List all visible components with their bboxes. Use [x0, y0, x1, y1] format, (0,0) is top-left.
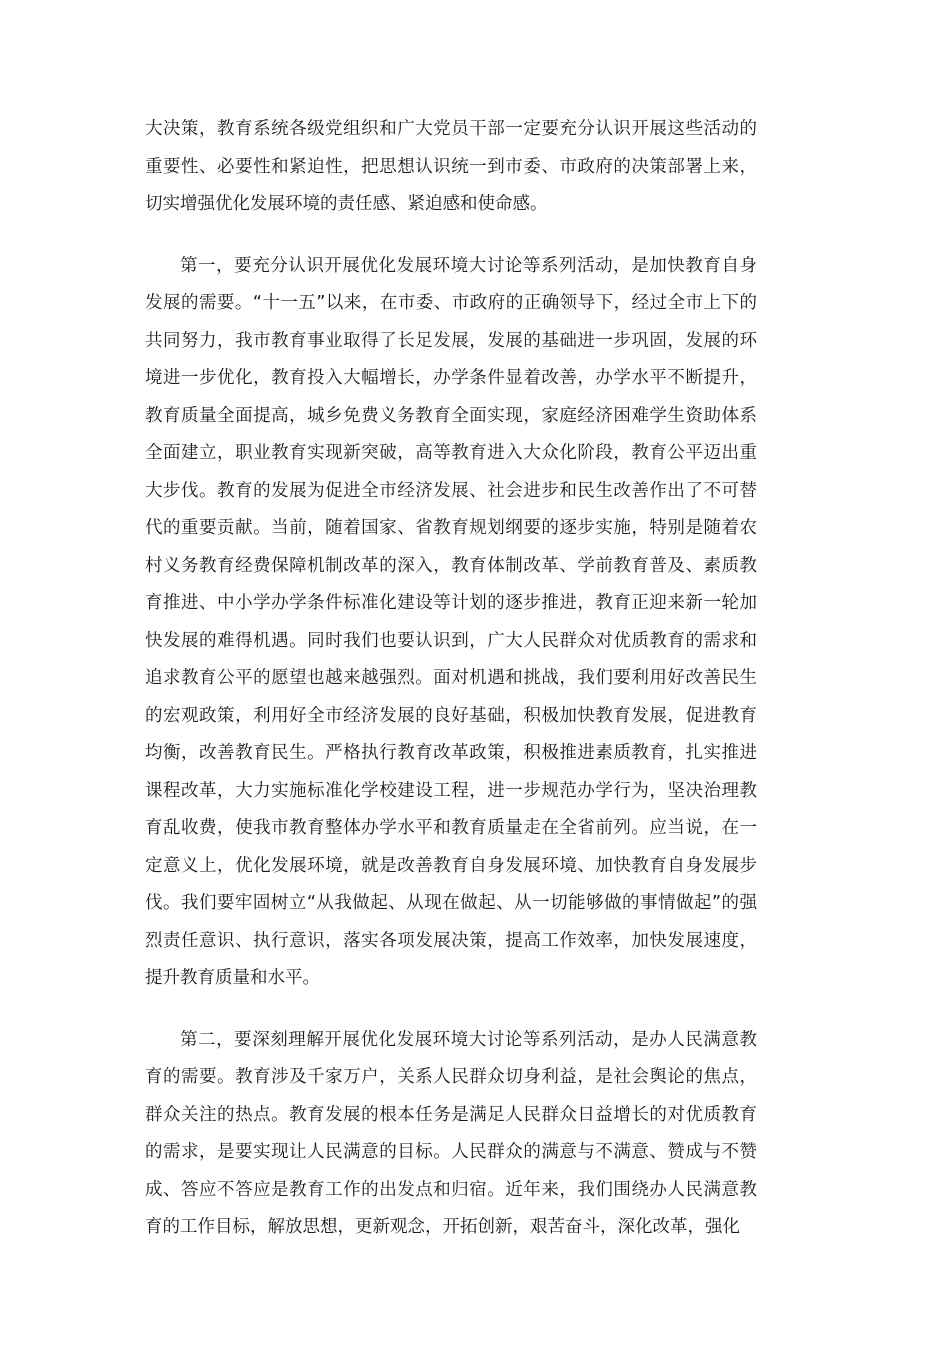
- paragraph-first-point: 第一，要充分认识开展优化发展环境大讨论等系列活动，是加快教育自身发展的需要。“十一五”以来，在市委、市政府的正确领导下，经过全市上下的共同努力，我市教育事业取得了长足发展，发展的基础进一步巩固，发展的环境进一步优化，教育投入大幅增长，办学条件显着改善，办学水平不断提升，教育质量全面提高，城乡免费义务教育全面实现，家庭经济困难学生资助体系全面建立，职业教育实现新突破，高等教育进入大众化阶段，教育公平迈出重大步伐。教育的发展为促进全市经济发展、社会进步和民生改善作出了不可替代的重要贡献。当前，随着国家、省教育规划纲要的逐步实施，特别是随着农村义务教育经费保障机制改革的深入，教育体制改革、学前教育普及、素质教育推进、中小学办学条件标准化建设等计划的逐步推进，教育正迎来新一轮加快发展的难得机遇。同时我们也要认识到，广大人民群众对优质教育的需求和追求教育公平的愿望也越来越强烈。面对机遇和挑战，我们要利用好改善民生的宏观政策，利用好全市经济发展的良好基础，积极加快教育发展，促进教育均衡，改善教育民生。严格执行教育改革政策，积极推进素质教育，扎实推进课程改革，大力实施标准化学校建设工程，进一步规范办学行为，坚决治理教育乱收费，使我市教育整体办学水平和教育质量走在全省前列。应当说，在一定意义上，优化发展环境，就是改善教育自身发展环境、加快教育自身发展步伐。我们要牢固树立“从我做起、从现在做起、从一切能够做的事情做起”的强烈责任意识、执行意识，落实各项发展决策，提高工作效率，加快发展速度，提升教育质量和水平。: [145, 255, 757, 988]
- document-body: [145, 111, 757, 1247]
- paragraph-second-point: 第二，要深刻理解开展优化发展环境大讨论等系列活动，是办人民满意教育的需要。教育涉及千家万户，关系人民群众切身利益，是社会舆论的焦点，群众关注的热点。教育发展的根本任务是满足人民群众日益增长的对优质教育的需求，是要实现让人民满意的目标。人民群众的满意与不满意、赞成与不赞成、答应不答应是教育工作的出发点和归宿。近年来，我们围绕办人民满意教育的工作目标，解放思想，更新观念，开拓创新，艰苦奋斗，深化改革，强化: [145, 1029, 757, 1237]
- paragraph-gap: [145, 998, 757, 1022]
- paragraph-continuation: 大决策，教育系统各级党组织和广大党员干部一定要充分认识开展这些活动的重要性、必要性和紧迫性，把思想认识统一到市委、市政府的决策部署上来，切实增强优化发展环境的责任感、紧迫感和使命感。: [145, 119, 757, 214]
- paragraph-gap: [145, 224, 757, 248]
